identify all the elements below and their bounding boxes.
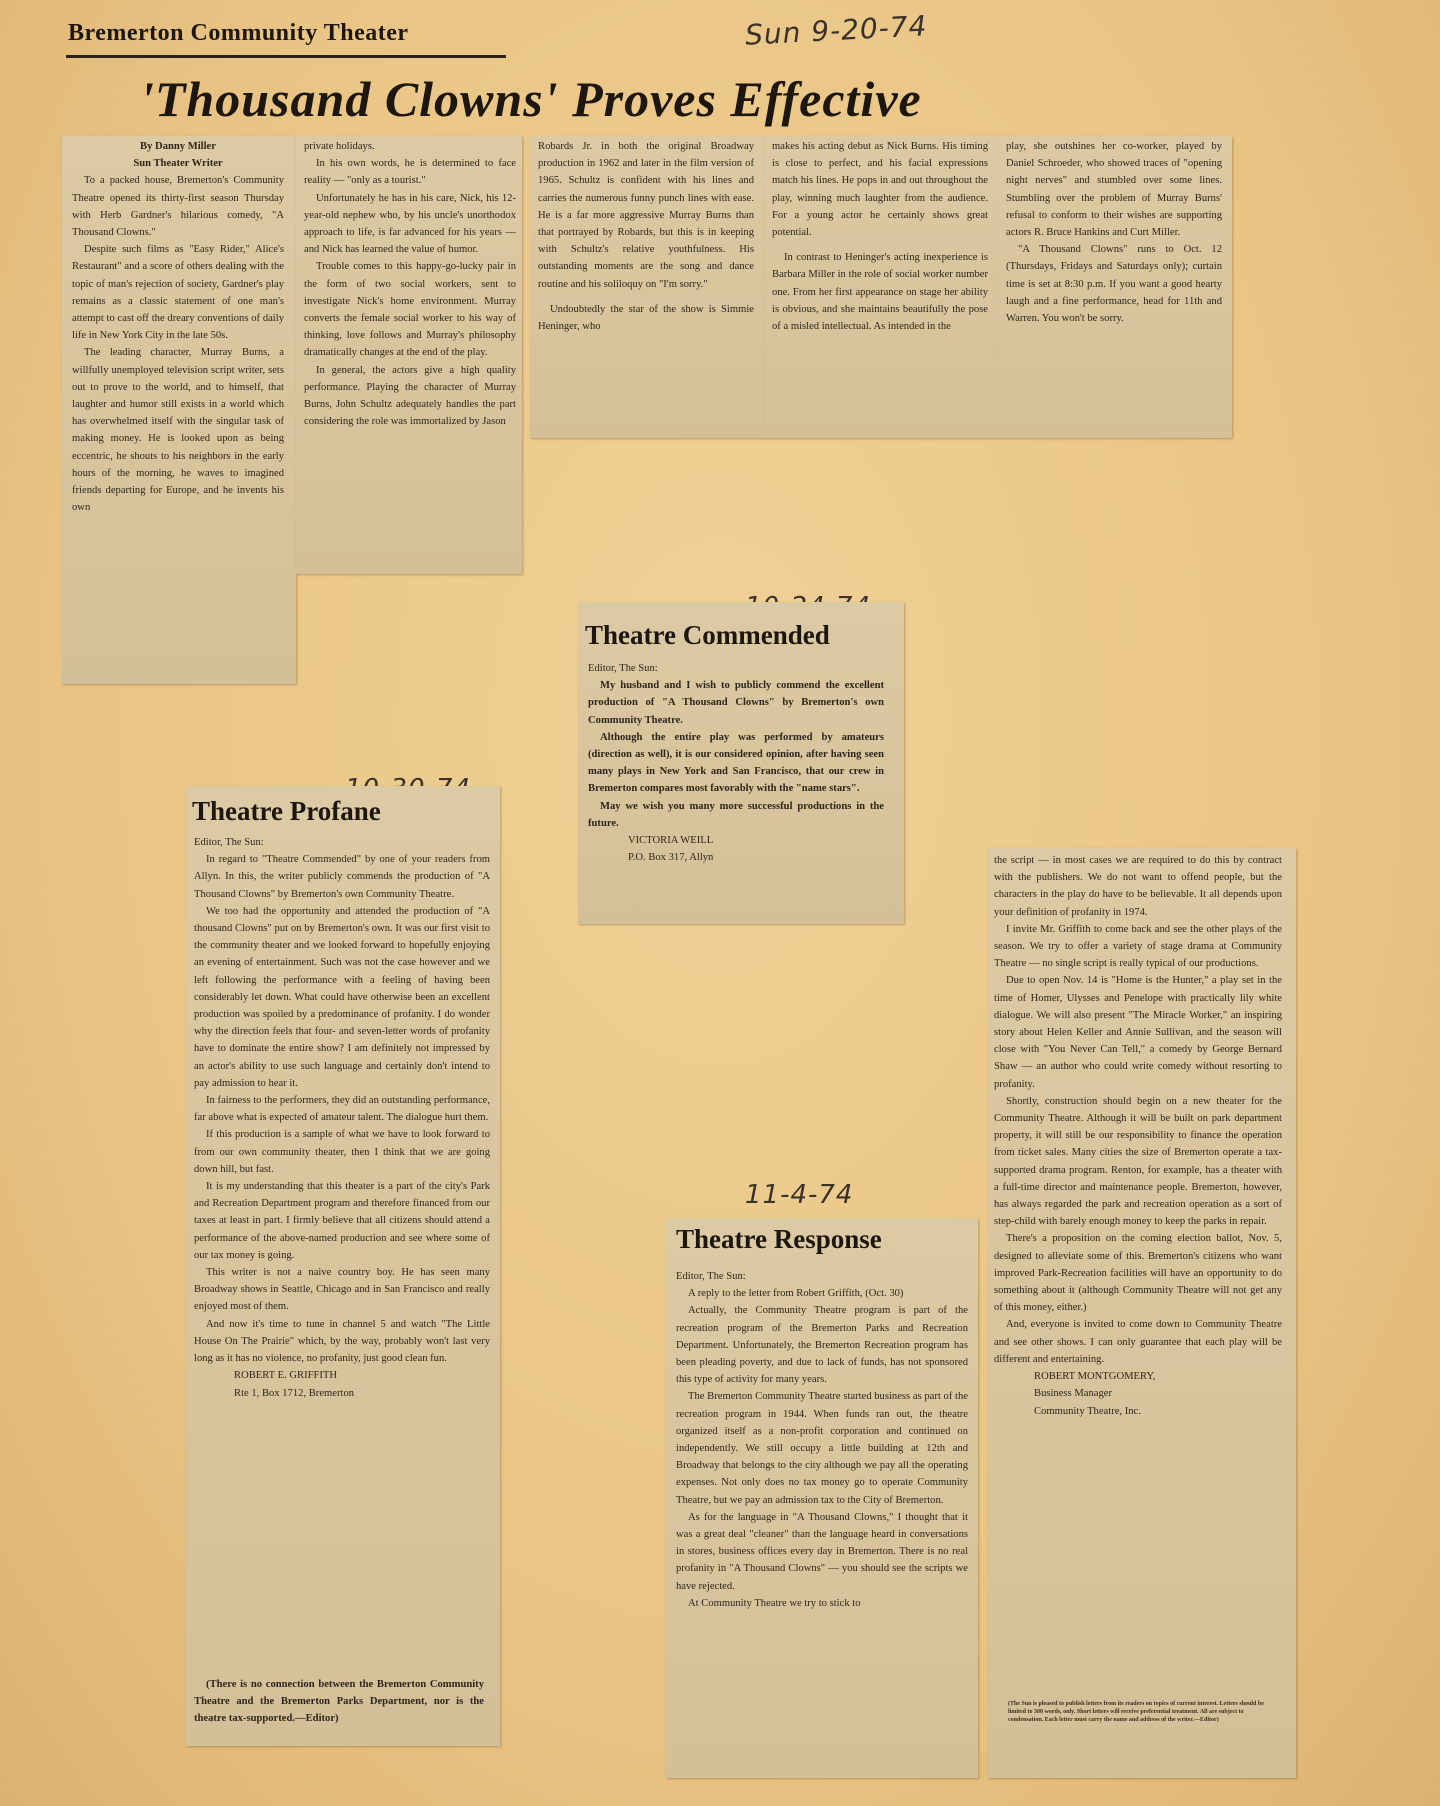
handwritten-date-response: 11-4-74 [745, 1180, 854, 1210]
review-paragraph: makes his acting debut as Nick Burns. His timing is close to perfect, and his facial expressions match his lines. He pops in and out throughout the play, winning much laughter from the audience. For a young actor he certainly shows great potential. [772, 141, 988, 239]
letter-paragraph: Due to open Nov. 14 is "Home is the Hunter," a play set in the time of Homer, Ulysses and Penelope with practically lily white dialogue. We will also present "The Miracle Worker," an inspiring story about Helen Keller and Annie Sullivan, and the season will close with "You Never Can Tell," a comedy by George Bernard Shaw — an author who could write comedy without resorting to profanity. [994, 975, 1282, 1090]
section-label: Bremerton Community Theater [68, 20, 409, 46]
letter-paragraph: In fairness to the performers, they did an outstanding performance, far above what is expected of amateur talent. The dialogue hurt them. [194, 1095, 490, 1124]
letter-address: Rte 1, Box 1712, Bremerton [234, 1387, 355, 1399]
review-paragraph: In general, the actors give a high quality performance. Playing the character of Murray Burns, John Schultz adequately handles the part considering the role was immortalized by Jason [304, 364, 516, 428]
response-col-left [676, 1268, 968, 1776]
letter-paragraph: May we wish you many more successful productions in the future. [588, 800, 884, 829]
letter-signature: ROBERT MONTGOMERY, [1034, 1371, 1156, 1383]
letter-title: Community Theatre, Inc. [1034, 1405, 1141, 1417]
profane-headline: Theatre Profane [192, 796, 381, 826]
review-col-3 [538, 138, 754, 434]
letter-paragraph: And, everyone is invited to come down to Community Theatre and see other shows. I can only guarantee that each play will be different and entertaining. [994, 1319, 1282, 1365]
handwritten-date-top: Sun 9-20-74 [744, 9, 929, 52]
editor-note [194, 1676, 484, 1740]
commended-headline: Theatre Commended [585, 620, 830, 650]
letter-paragraph: This writer is not a naive country boy. He has seen many Broadway shows in Seattle, Chicago and in San Francisco and really enjoyed most of them. [194, 1267, 490, 1313]
review-paragraph: The leading character, Murray Burns, a willfully unemployed television script writer, sets out to prove to the world, and to himself, that laughter and humor still exists in a world which has overwhelmed itself with the singular task of making money. He is looked upon as being eccentric, he shouts to his neighbors in the early hours of the morning, he waves to imagined friends departing for Europe, and he invents his own [72, 347, 284, 514]
review-paragraph: In his own words, he is determined to face reality — "only as a tourist." [304, 158, 516, 187]
profane-body [194, 834, 490, 1674]
review-paragraph: To a packed house, Bremerton's Community Theatre opened its thirty-first season Thursday with Herb Gardner's hilarious comedy, "A Thousand Clowns." [72, 175, 284, 239]
review-paragraph: Unfortunately he has in his care, Nick, his 12-year-old nephew who, by his uncle's unorthodox approach to life, is far advanced for his years — and Nick has learned the value of humor. [304, 192, 516, 256]
letter-paragraph: the script — in most cases we are required to do this by contract with the publishers. We do not want to offend people, but the characters in the play do have to be believable. It all depends upon your definition of profanity in 1974. [994, 855, 1282, 918]
letters-policy-note: (The Sun is pleased to publish letters from its readers on topics of current interest. Letters should be limited to 300 words, only. Short letters will receive preferential treatment. All are subject to condensation. Each letter must carry the name and address of the writer.—Editor) [1008, 1701, 1264, 1723]
review-paragraph: Undoubtedly the star of the show is Simmie Heninger, who [538, 303, 754, 333]
letter-signature: ROBERT E. GRIFFITH [234, 1370, 338, 1382]
letter-paragraph: In regard to "Theatre Commended" by one of your readers from Allyn. In this, the writer publicly commends the production of "A Thousand Clowns" by Bremerton's own Community Theatre. [194, 854, 490, 900]
editor-note-text: (There is no connection between the Bremerton Community Theatre and the Bremerton Parks Department, nor is the theatre tax-supported.—Editor) [194, 1679, 484, 1725]
review-headline: 'Thousand Clowns' Proves Effective [140, 71, 922, 127]
letter-salutation: Editor, The Sun: [194, 837, 264, 848]
letter-paragraph: If this production is a sample of what we have to look forward to from our own community theater, then I think that we are going down hill, but fast. [194, 1129, 490, 1175]
letter-paragraph: My husband and I wish to publicly commend the excellent production of "A Thousand Clowns" by Bremerton's own Community Theatre. [588, 680, 884, 726]
letter-paragraph: Actually, the Community Theatre program is part of the recreation program of the Bremerton Parks and Recreation Department. Unfortunately, the Bremerton Recreation program has been pleading poverty, and due to lack of funds, has not sponsored this type of activity for many years. [676, 1305, 968, 1386]
letter-paragraph: And now it's time to tune in channel 5 and watch "The Little House On The Prairie" which, by the way, probably won't last very long as it has no violence, no profanity, just good clean fun. [194, 1318, 490, 1365]
review-paragraph: "A Thousand Clowns" runs to Oct. 12 (Thursdays, Fridays and Saturdays only); curtain time is set at 8:30 p.m. If you want a good hearty laugh and a fine performance, head for 11th and Warren. You won't be sorry. [1006, 244, 1222, 325]
letter-paragraph: As for the language in "A Thousand Clowns," I thought that it was a great deal "cleaner" than the language heard in conversations in stores, business offices every day in Bremerton. There is no real profanity in "A Thousand Clowns" — you should see the scripts we have rejected. [676, 1511, 968, 1592]
review-paragraph: Trouble comes to this happy-go-lucky pair in the form of two social workers, sent to investigate Nick's home environment. Murray converts the female social worker to his way of thinking, love follows and Murray's philosophy dramatically changes at the end of the play. [304, 261, 516, 359]
letter-address: P.O. Box 317, Allyn [628, 852, 714, 864]
letter-paragraph: I invite Mr. Griffith to come back and see the other plays of the season. We try to offer a variety of stage drama at Community Theatre — no single script is really typical of our productions. [994, 923, 1282, 970]
review-col-2 [304, 138, 516, 570]
review-paragraph: play, she outshines her co-worker, played by Daniel Schroeder, who showed traces of "opening night nerves" and stumbled over some lines. Stumbling over the problem of Murray Burns' refusal to conform to their wishes are supporting actors R. Bruce Hankins and Curt Miller. [1006, 141, 1222, 239]
letter-paragraph: A reply to the letter from Robert Griffith, (Oct. 30) [688, 1288, 904, 1300]
response-headline: Theatre Response [676, 1224, 882, 1254]
letter-paragraph: Although the entire play was performed by amateurs (direction as well), it is our considered opinion, after having seen many plays in New York and San Francisco, that our crew in Bremerton compares most favorably with the "name stars". [588, 731, 884, 795]
byline-name: By Danny Miller [140, 141, 216, 152]
letter-title: Business Manager [1034, 1388, 1112, 1400]
review-col-4 [772, 138, 988, 434]
commended-body [588, 660, 884, 922]
letter-paragraph: There's a proposition on the coming election ballot, Nov. 5, designed to alleviate some of this. Bremerton's citizens who want improved Park-Recreation facilities will have an opportunity to do something about it (although Community Theatre will not get any of this money, either.) [994, 1233, 1282, 1314]
letter-salutation: Editor, The Sun: [588, 663, 658, 674]
review-col-5 [1006, 138, 1222, 434]
byline-role: Sun Theater Writer [133, 158, 223, 170]
response-col-right [994, 852, 1282, 1682]
review-paragraph: In contrast to Heninger's acting inexperience is Barbara Miller in the role of social worker number one. From her first appearance on stage her ability is obvious, and she maintains beautifully the pose of a misled intellectual. As intended in the [772, 252, 988, 333]
review-col-1 [72, 138, 284, 678]
letter-paragraph: Shortly, construction should begin on a new theater for the Community Theatre. Although it will be built on park department property, it will still be our responsibility to finance the operation from ticket sales. Many cities the size of Bremerton operate a tax-supported drama program. Renton, for example, has a theater with a full-time director and maintenance people. Bremerton, however, has always regarded the park and recreation operation as a sort of step-child with barely enough money to keep the parks in repair. [994, 1095, 1282, 1228]
letter-paragraph: It is my understanding that this theater is a part of the city's Park and Recreation Department program and therefore financed from our taxes at least in part. I firmly believe that all citizens should attend a performance of the above-named production and see where some of our tax money is going. [194, 1181, 490, 1261]
letter-paragraph: At Community Theatre we try to stick to [688, 1597, 861, 1609]
letter-salutation: Editor, The Sun: [676, 1271, 746, 1282]
letter-paragraph: The Bremerton Community Theatre started business as part of the recreation program in 1944. When funds ran out, the theatre organized itself as a non-profit corporation and continued on independently. We still occupy a little building at 12th and Broadway that belongs to the city although we pay all the operating expenses. Not only does no tax money go to operate Community Theatre, but we pay an admission tax to the City of Bremerton. [676, 1391, 968, 1506]
letter-paragraph: We too had the opportunity and attended the production of "A thousand Clowns" put on by Bremerton's own. It was our first visit to the community theater and we looked forward to hopefully enjoying an evening of entertainment. Such was not the case however and we left following the performance with a feeling of having been considerably let down. What could have otherwise been an excellent production was spoiled by a predominance of profanity. I do wonder why the direction feels that four- and seven-letter words of profanity have to dominate the entire show? I am definitely not impressed by an actor's ability to use such language and certainly don't intend to pay admission to hear it. [194, 905, 490, 1089]
review-paragraph: private holidays. [304, 141, 375, 152]
review-paragraph: Despite such films as "Easy Rider," Alice's Restaurant" and a score of others dealing with the topic of man's rejection of society, Gardner's play remains as a classic statement of one man's attempt to cast off the dreary conventions of daily life in New York City in the late 50s. [72, 244, 284, 342]
letter-signature: VICTORIA WEILL [628, 835, 714, 847]
section-rule [66, 55, 506, 58]
review-paragraph: Robards Jr. in both the original Broadway production in 1962 and later in the film version of 1965. Schultz is confident with his lines and carries the numerous funny punch lines with ease. He is a far more aggressive Murray Burns than that portrayed by Robards, but this is in keeping with Schultz's relative youthfulness. His outstanding moments are the song and dance routine and his soliloquy on "I'm sorry." [538, 141, 754, 290]
